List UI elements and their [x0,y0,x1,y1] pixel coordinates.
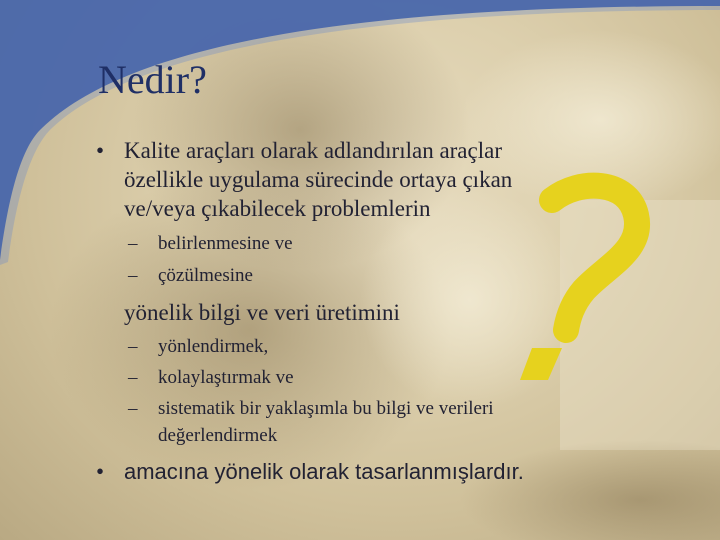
slide-title: Nedir? [98,57,207,102]
dash-marker: – [128,398,138,419]
bullet-3-text: amacına yönelik olarak tasarlanmışlardır. [124,459,524,484]
middle-text: yönelik bilgi ve veri üretimini [124,300,400,325]
sub-item-text: kolaylaştırmak ve [158,367,294,388]
dash-marker: – [128,336,138,357]
dash-marker: – [128,233,138,254]
bullet-1-text: Kalite araçları olarak adlandırılan araçlar özellikle uygulama sürecinde ortaya çıkan ve/veya çıkabilecek problemlerin [124,138,513,221]
sub-item-text: değerlendirmek [158,425,278,446]
dash-marker: – [128,265,138,286]
bullet-marker: • [96,459,105,484]
sub-item-text: yönlendirmek, [158,336,269,357]
sub-item-text: çözülmesine [158,265,253,286]
bullet-marker: • [96,138,105,163]
sub-item-text: sistematik bir yaklaşımla bu bilgi ve verileri [158,398,494,419]
sub-item-text: belirlenmesine ve [158,233,293,254]
question-mark-icon [510,170,660,400]
dash-marker: – [128,367,138,388]
